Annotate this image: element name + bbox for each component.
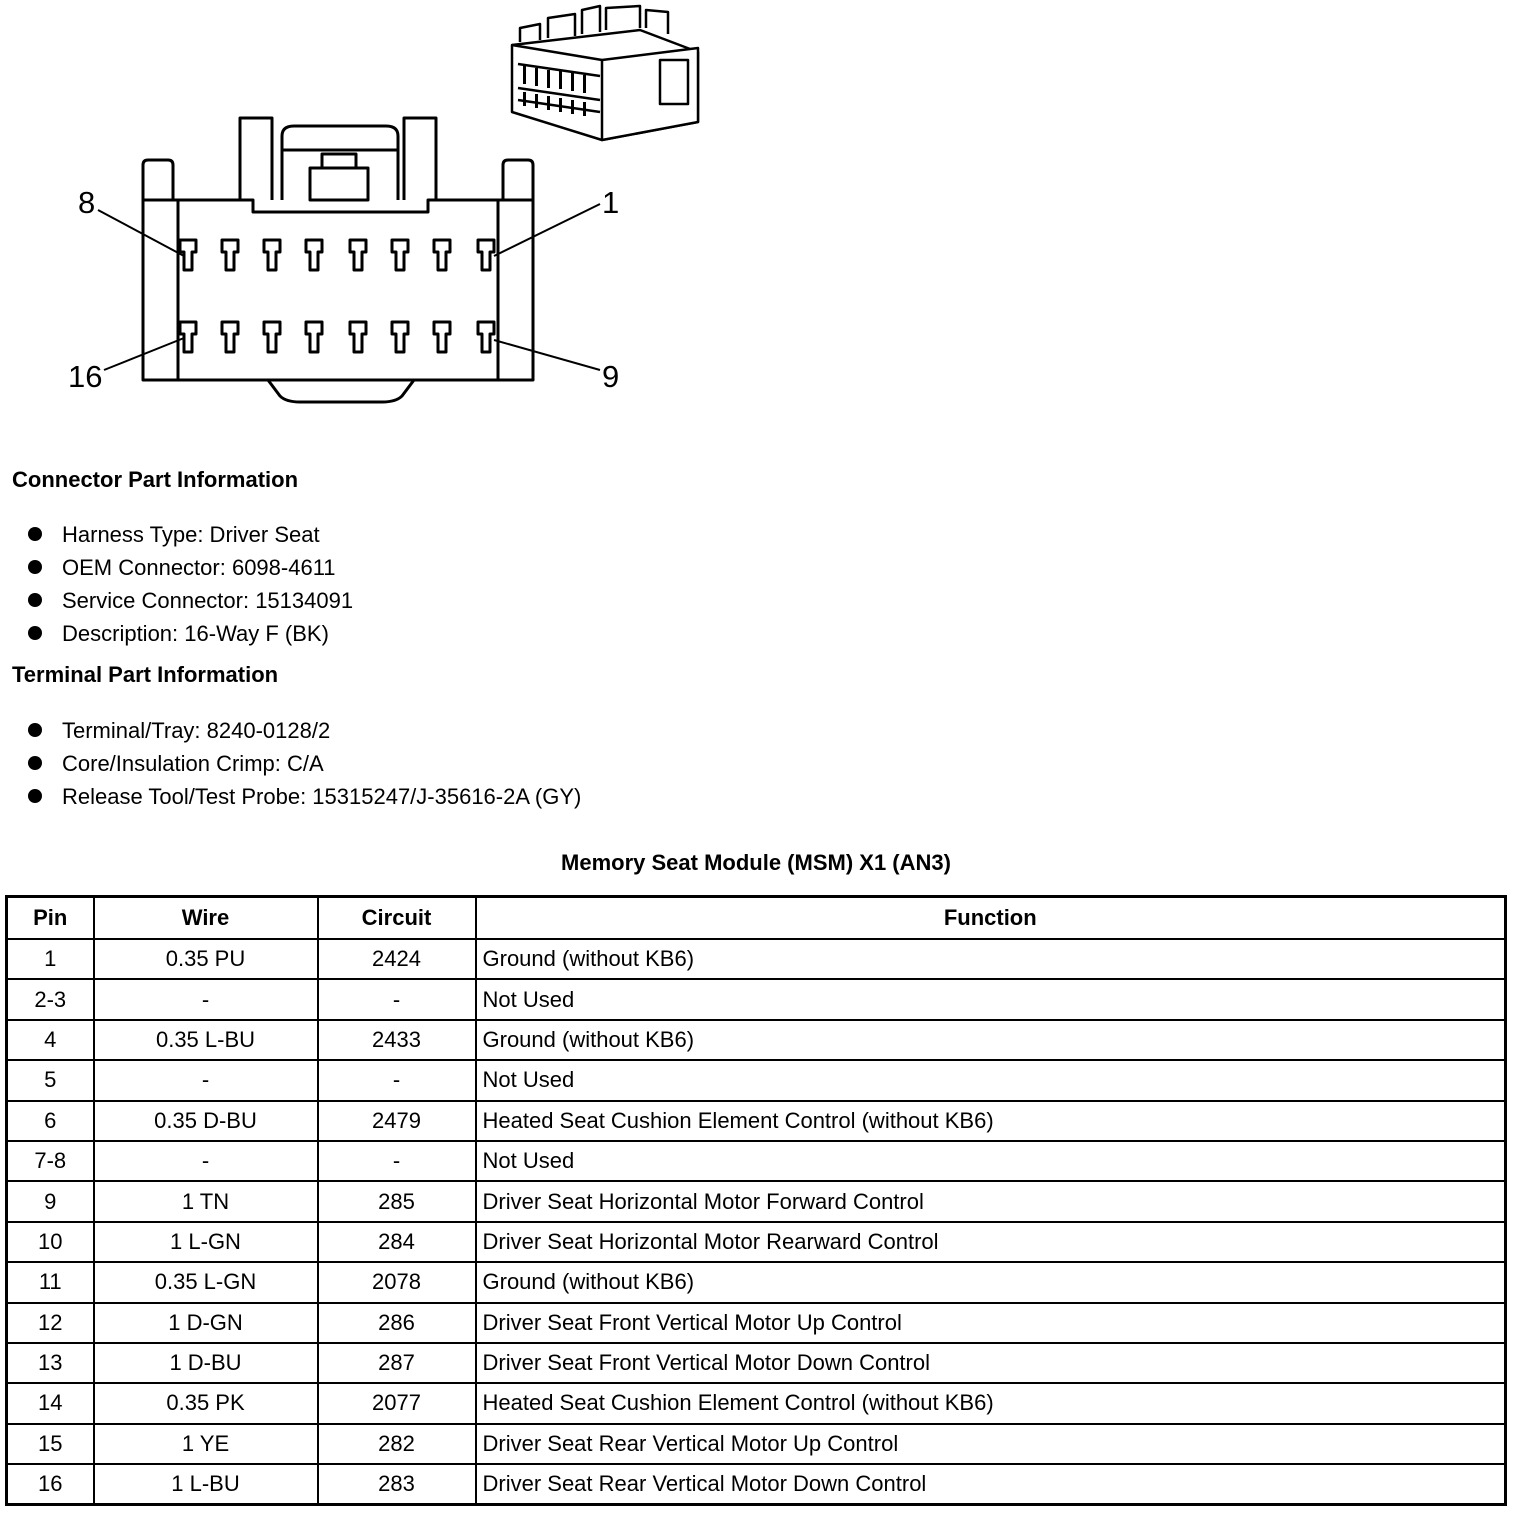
pin-cell: 4 (7, 1020, 94, 1060)
list-item-text: Core/Insulation Crimp: C/A (62, 751, 324, 776)
column-header-pin: Pin (7, 897, 94, 940)
wire-cell: 1 YE (94, 1424, 318, 1464)
list-item (28, 584, 353, 617)
list-item (28, 551, 353, 584)
wire-cell: 0.35 L-GN (94, 1262, 318, 1302)
column-header-circuit: Circuit (318, 897, 476, 940)
wire-cell: 0.35 PU (94, 939, 318, 979)
table-row (7, 1424, 1506, 1464)
table-row (7, 979, 1506, 1019)
bullet-icon (28, 626, 42, 640)
pinout-table (5, 895, 1507, 1506)
list-item (28, 617, 353, 650)
column-header-wire: Wire (94, 897, 318, 940)
function-cell: Ground (without KB6) (476, 939, 1506, 979)
pin-cell: 10 (7, 1222, 94, 1262)
function-cell: Ground (without KB6) (476, 1262, 1506, 1302)
terminal-info-list (28, 714, 581, 813)
table-row (7, 1101, 1506, 1141)
circuit-cell: 2433 (318, 1020, 476, 1060)
wire-cell: 1 TN (94, 1181, 318, 1221)
connector-info-heading: Connector Part Information (12, 467, 299, 492)
bullet-icon (28, 723, 42, 737)
function-cell: Not Used (476, 1060, 1506, 1100)
list-item-text: Terminal/Tray: 8240-0128/2 (62, 718, 331, 743)
pin-cell: 1 (7, 939, 94, 979)
function-cell: Not Used (476, 1141, 1506, 1181)
circuit-cell: 2479 (318, 1101, 476, 1141)
list-item (28, 747, 581, 780)
circuit-cell: 283 (318, 1464, 476, 1505)
pin-label-16: 16 (68, 359, 103, 394)
table-row (7, 1343, 1506, 1383)
circuit-cell: 2077 (318, 1383, 476, 1423)
table-row (7, 939, 1506, 979)
connector-info-list (28, 518, 353, 650)
function-cell: Driver Seat Front Vertical Motor Up Control (476, 1303, 1506, 1343)
wire-cell: 1 L-GN (94, 1222, 318, 1262)
pin-label-9: 9 (602, 359, 620, 394)
function-cell: Driver Seat Rear Vertical Motor Down Control (476, 1464, 1506, 1505)
column-header-function: Function (476, 897, 1506, 940)
function-cell: Heated Seat Cushion Element Control (without KB6) (476, 1101, 1506, 1141)
table-row (7, 1181, 1506, 1221)
wire-cell: 1 D-GN (94, 1303, 318, 1343)
wire-cell: - (94, 979, 318, 1019)
table-row (7, 1464, 1506, 1505)
terminal-info-heading: Terminal Part Information (12, 662, 279, 687)
table-row (7, 1141, 1506, 1181)
wire-cell: - (94, 1141, 318, 1181)
pin-cell: 16 (7, 1464, 94, 1505)
function-cell: Driver Seat Horizontal Motor Forward Control (476, 1181, 1506, 1221)
wire-cell: 1 L-BU (94, 1464, 318, 1505)
connector-face-diagram-icon (98, 118, 600, 402)
circuit-cell: 287 (318, 1343, 476, 1383)
list-item-text: Release Tool/Test Probe: 15315247/J-35616-2A (GY) (62, 784, 582, 809)
table-header-row (7, 897, 1506, 940)
pin-cell: 9 (7, 1181, 94, 1221)
table-row (7, 1060, 1506, 1100)
list-item (28, 518, 353, 551)
pin-cell: 12 (7, 1303, 94, 1343)
bullet-icon (28, 789, 42, 803)
circuit-cell: - (318, 1060, 476, 1100)
connector-3d-view-icon (512, 6, 698, 140)
function-cell: Heated Seat Cushion Element Control (without KB6) (476, 1383, 1506, 1423)
circuit-cell: 286 (318, 1303, 476, 1343)
pin-cell: 15 (7, 1424, 94, 1464)
table-body (7, 939, 1506, 1505)
list-item-text: Harness Type: Driver Seat (62, 522, 320, 547)
pin-cell: 7-8 (7, 1141, 94, 1181)
list-item (28, 714, 581, 747)
wire-cell: 0.35 L-BU (94, 1020, 318, 1060)
function-cell: Driver Seat Front Vertical Motor Down Control (476, 1343, 1506, 1383)
wire-cell: 0.35 PK (94, 1383, 318, 1423)
circuit-cell: 2424 (318, 939, 476, 979)
table-row (7, 1303, 1506, 1343)
bullet-icon (28, 560, 42, 574)
pin-cell: 5 (7, 1060, 94, 1100)
table-title: Memory Seat Module (MSM) X1 (AN3) (561, 850, 951, 875)
connector-diagram (0, 0, 740, 420)
function-cell: Driver Seat Rear Vertical Motor Up Control (476, 1424, 1506, 1464)
function-cell: Ground (without KB6) (476, 1020, 1506, 1060)
table-row (7, 1020, 1506, 1060)
table-row (7, 1222, 1506, 1262)
circuit-cell: 2078 (318, 1262, 476, 1302)
circuit-cell: - (318, 1141, 476, 1181)
bullet-icon (28, 756, 42, 770)
wire-cell: 1 D-BU (94, 1343, 318, 1383)
circuit-cell: 284 (318, 1222, 476, 1262)
function-cell: Not Used (476, 979, 1506, 1019)
table-row (7, 1383, 1506, 1423)
pin-cell: 11 (7, 1262, 94, 1302)
pin-label-1: 1 (602, 185, 620, 220)
wire-cell: - (94, 1060, 318, 1100)
circuit-cell: 285 (318, 1181, 476, 1221)
circuit-cell: 282 (318, 1424, 476, 1464)
list-item-text: Description: 16-Way F (BK) (62, 621, 329, 646)
pin-label-8: 8 (78, 185, 96, 220)
list-item-text: OEM Connector: 6098-4611 (62, 555, 336, 580)
bullet-icon (28, 593, 42, 607)
table-row (7, 1262, 1506, 1302)
bullet-icon (28, 527, 42, 541)
pin-cell: 6 (7, 1101, 94, 1141)
pin-cell: 2-3 (7, 979, 94, 1019)
function-cell: Driver Seat Horizontal Motor Rearward Control (476, 1222, 1506, 1262)
list-item-text: Service Connector: 15134091 (62, 588, 354, 613)
circuit-cell: - (318, 979, 476, 1019)
list-item (28, 780, 581, 813)
pin-cell: 13 (7, 1343, 94, 1383)
wire-cell: 0.35 D-BU (94, 1101, 318, 1141)
pin-cell: 14 (7, 1383, 94, 1423)
